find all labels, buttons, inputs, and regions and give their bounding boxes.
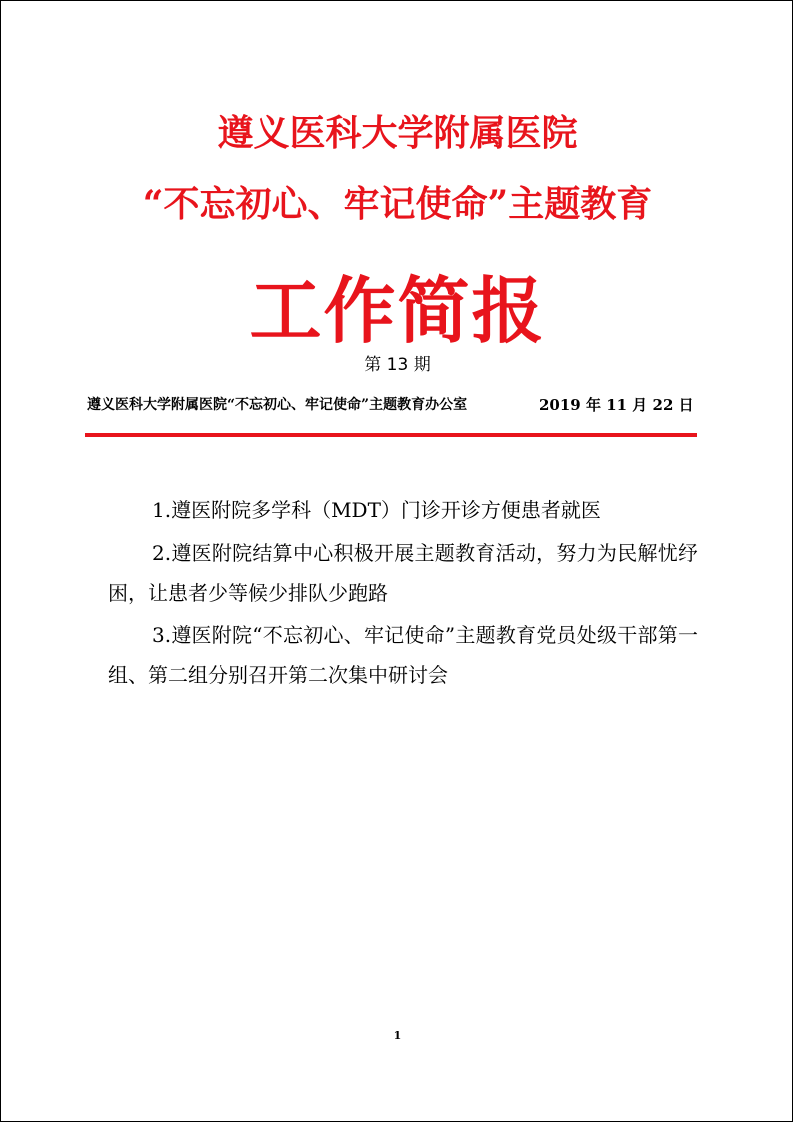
contents-item-text: 3.遵医附院“不忘初心、牢记使命”主题教育党员处级干部第一组、第二组分别召开第二次集中研讨会: [108, 623, 698, 687]
title-bulletin: 工作简报: [249, 268, 546, 353]
page-number: 1: [393, 1029, 402, 1042]
contents-item-text: 2.遵医附院结算中心积极开展主题教育活动，努力为民解忧纾困，让患者少等候少排队少跑路: [108, 541, 698, 605]
contents-item: [108, 533, 698, 613]
red-divider-line: [85, 433, 697, 437]
contents-item: [108, 615, 698, 695]
issuing-office: 遵义医科大学附属医院“不忘初心、牢记使命”主题教育办公室: [87, 397, 468, 413]
title-hospital-name: 遵义医科大学附属医院: [217, 112, 578, 154]
issue-date: 2019 年 11 月 22 日: [539, 396, 694, 414]
contents-item: [108, 490, 698, 530]
contents-item-text: 1.遵医附院多学科（MDT）门诊开诊方便患者就医: [152, 498, 601, 522]
issue-number: 第 13 期: [364, 355, 431, 375]
title-campaign-theme: “不忘初心、牢记使命”主题教育: [142, 183, 653, 225]
